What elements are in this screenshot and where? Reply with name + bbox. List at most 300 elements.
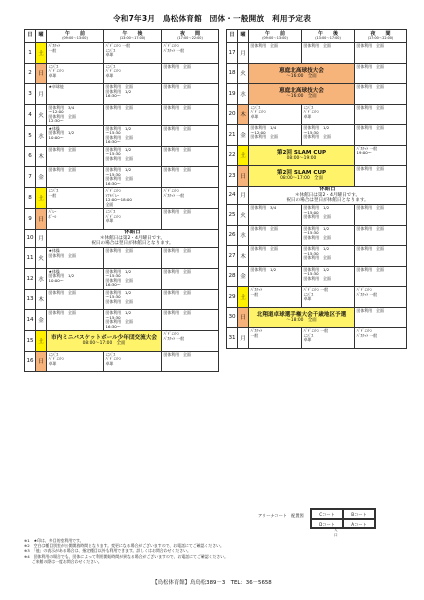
cell-line: 団体利用 全面 (356, 205, 384, 210)
cell-line: 団体利用 全面 (303, 134, 331, 139)
cell-line: 団体利用 全面 (48, 146, 76, 152)
event-cell (249, 84, 355, 105)
cell-line: 団体利用 全面 (356, 246, 384, 251)
day-number: 23 (227, 166, 238, 187)
cell-line: 団体利用 1/2 (303, 266, 330, 272)
cell-line: ～15:30 (303, 129, 319, 135)
cell-line: 団体利用 1/2 (303, 205, 330, 210)
am-slot (249, 104, 302, 125)
weekday: 火 (238, 205, 249, 226)
entrance-label: 入口 (334, 528, 338, 537)
cell-line: 卓球 (48, 72, 57, 78)
night-slot (355, 225, 407, 246)
am-slot (47, 104, 104, 125)
night-slot (162, 43, 219, 64)
night-slot (355, 307, 407, 328)
cell-line: ﾊﾞﾄﾞﾐﾝﾄﾝ (48, 356, 65, 361)
cell-line: 団体利用 全面 (356, 104, 384, 110)
weekday: 金 (238, 266, 249, 287)
schedule-row (227, 63, 407, 84)
am-slot (47, 188, 104, 209)
am-slot (47, 125, 104, 146)
night-slot (162, 268, 219, 289)
pm-slot (302, 125, 355, 146)
weekday: 水 (36, 125, 47, 146)
pm-slot (302, 104, 355, 125)
cell-line: ﾐﾆﾊﾞｽ (303, 332, 314, 338)
cell-line: ～15:00 (303, 209, 319, 215)
schedule-row (25, 229, 219, 248)
weekday: 土 (238, 145, 249, 166)
cell-line: 16:30～ (105, 139, 121, 144)
event-title: 恵庭北高球技大会 (279, 88, 324, 95)
cell-line: 団体利用 全面 (48, 252, 76, 258)
night-slot (162, 248, 219, 269)
day-number: 20 (227, 104, 238, 125)
cell-line: 団体利用 1/2 (105, 146, 132, 152)
pm-slot (104, 104, 162, 125)
am-slot (249, 287, 302, 308)
day-number: 7 (25, 167, 36, 188)
cell-line: ﾊﾞｽｹｯﾄ 一般 (356, 145, 378, 151)
schedule-row (25, 63, 219, 84)
schedule-row (227, 84, 407, 105)
header-night: 夜 間 (17:00～22:00) (355, 30, 407, 43)
cell-line: ﾊﾞｽｹｯﾄ 一般 (163, 47, 185, 53)
cell-line: ﾊﾞｽｹｯﾄ 一般 (163, 192, 185, 198)
am-slot (47, 167, 104, 188)
cell-line: ﾊﾞﾄﾞﾐﾝﾄﾝ (48, 68, 65, 73)
day-number: 8 (25, 188, 36, 209)
schedule-row (25, 310, 219, 331)
weekday: 火 (36, 248, 47, 269)
cell-line: ﾊﾞﾄﾞﾐﾝﾄﾝ (105, 356, 122, 361)
cell-line: 卓球 (48, 360, 57, 366)
cell-line: ﾊﾞﾄﾞﾐﾝﾄﾝ (250, 109, 267, 114)
cell-line: ﾊﾞﾄﾞﾐﾝﾄﾝ (303, 109, 320, 114)
cell-line: 団体利用 全面 (163, 248, 191, 253)
day-number: 3 (25, 84, 36, 105)
cell-line: 団体利用 全面 (163, 268, 191, 274)
cell-line: 団体利用 全面 (303, 275, 331, 281)
cell-line: ～15:30 (303, 271, 319, 276)
cell-line: 団体利用 全面 (163, 310, 191, 315)
header-night: 夜 間 (17:00～22:00) (162, 30, 219, 43)
cell-line: 一般 (48, 192, 57, 198)
day-number: 24 (227, 186, 238, 205)
cell-line: 卓球 (105, 360, 114, 366)
day-number: 22 (227, 145, 238, 166)
schedule-row (25, 104, 219, 125)
night-slot (162, 209, 219, 230)
pm-slot (104, 167, 162, 188)
cell-line: 団体利用 全面 (303, 255, 331, 260)
cell-line: 一般 (250, 332, 259, 338)
night-slot (162, 104, 219, 125)
cell-line: 団体利用 全面 (303, 234, 331, 240)
event-title: 恵庭北高球技大会 (279, 67, 324, 74)
cell-line: ﾐﾆﾊﾞｽ (105, 209, 116, 214)
cell-line: ﾊﾞｽｹｯﾄ (250, 287, 263, 292)
cell-line: 団体利用 1/2 (303, 246, 330, 251)
cell-line: 団体利用 1/2 (48, 130, 75, 135)
note-4: ※4 団体利用の場合でも、団体によって利用開始時間が異なる場合がございますので、お電話にてご確認ください。 (24, 553, 229, 559)
event-cell (249, 145, 355, 166)
weekday: 月 (238, 43, 249, 64)
footer-address: 【鳥松体育館】鳥鳥松389－3 TEL：36－5658 (152, 580, 272, 586)
schedule-row (227, 246, 407, 267)
cell-line: 卓球 (250, 113, 259, 119)
cell-line: 団体利用 全面 (105, 155, 133, 161)
day-number: 6 (25, 146, 36, 167)
header-am: 午 前 (09:00～13:00) (249, 30, 302, 43)
am-slot (47, 289, 104, 310)
cell-line: 団体利用 全面 (163, 104, 191, 110)
cell-line: 団体利用 全面 (48, 310, 76, 315)
cell-line: ﾊﾞｽｹｯﾄ (48, 43, 61, 48)
note-1: ※1 ★印は、多目的室利用です。 (24, 538, 84, 543)
night-slot (162, 125, 219, 146)
schedule-row (227, 43, 407, 64)
cell-line: ﾐﾆﾊﾞｽ (303, 104, 314, 110)
schedule-row (25, 209, 219, 230)
header-pm: 午 後 (13:00～17:00) (302, 30, 355, 43)
schedule-row (227, 186, 407, 205)
day-number: 5 (25, 125, 36, 146)
cell-line: 12:00～18:00 (105, 197, 132, 202)
night-slot (355, 166, 407, 187)
event-time: ～16:00 全面 (286, 94, 317, 100)
am-slot (47, 209, 104, 230)
cell-line: ﾎﾞｰﾙ (48, 213, 57, 219)
night-slot (355, 43, 407, 64)
schedule-row (227, 225, 407, 246)
cell-line: ﾊﾞﾄﾞﾐﾝﾄﾝ (356, 287, 373, 292)
cell-line: 団体利用 1/2 (303, 225, 330, 231)
cell-line: 一般 (48, 47, 57, 53)
weekday: 水 (238, 84, 249, 105)
cell-line: 団体利用 全面 (356, 307, 384, 313)
court-d: Dコート (311, 519, 343, 529)
header-am: 午 前 (09:00～13:00) (47, 30, 104, 43)
cell-line: ～15:30 (303, 230, 319, 235)
weekday: 月 (36, 229, 47, 248)
night-slot (162, 351, 219, 372)
weekday: 金 (36, 167, 47, 188)
cell-line: 19:00～ (356, 150, 372, 155)
night-slot (162, 84, 219, 105)
cell-line: 団体利用 全面 (105, 319, 133, 324)
weekday: 水 (238, 225, 249, 246)
cell-line: ﾊﾞﾄﾞﾐﾝﾄﾝ (105, 68, 122, 73)
header-weekday: 曜 (36, 30, 47, 43)
day-number: 11 (25, 248, 36, 269)
am-slot (249, 266, 302, 287)
cell-line: 団体利用 1/2 (105, 125, 132, 131)
cell-line: 団体利用 全面 (163, 167, 191, 172)
closed-label: 休館日 (124, 229, 141, 236)
day-number: 17 (227, 43, 238, 64)
cell-line: 団体利用 全面 (250, 225, 278, 231)
cell-line: 16:30～ (105, 323, 121, 329)
weekday: 日 (238, 307, 249, 328)
am-slot (47, 63, 104, 84)
schedule-row (227, 104, 407, 125)
day-number: 25 (227, 205, 238, 226)
night-slot (162, 188, 219, 209)
cell-line: 12:30～ (48, 118, 64, 123)
weekday: 月 (36, 84, 47, 105)
night-slot (355, 266, 407, 287)
cell-line: 団体利用 全面 (356, 166, 384, 171)
day-number: 26 (227, 225, 238, 246)
cell-line: 団体利用 全面 (105, 104, 133, 110)
cell-line: ～12:00 (48, 109, 64, 114)
cell-line: ﾊﾞﾄﾞﾐﾝﾄﾝ (105, 213, 122, 219)
page-title: 令和7年3月 鳥松体育館 団体・一般開放 利用予定表 (112, 14, 311, 23)
day-number: 4 (25, 104, 36, 125)
pm-slot (104, 310, 162, 331)
cell-line: 団体利用 1/2 (105, 268, 132, 274)
day-number: 18 (227, 63, 238, 84)
schedule-row (227, 287, 407, 308)
cell-line: 団体利用 1/2 (105, 310, 132, 315)
closed-note: ＊休館日は第2・4月曜日です。 (99, 235, 166, 241)
event-cell (249, 307, 355, 328)
cell-line: ﾊﾞﾄﾞﾐﾝﾄﾝ (163, 331, 180, 336)
day-number: 31 (227, 328, 238, 349)
am-slot (47, 146, 104, 167)
pm-slot (104, 351, 162, 372)
weekday: 日 (238, 166, 249, 187)
weekday: 土 (238, 287, 249, 308)
weekday: 火 (36, 104, 47, 125)
day-number: 30 (227, 307, 238, 328)
cell-line: 団体利用 全面 (163, 351, 191, 357)
cell-line: 団体利用 1/4 (250, 125, 277, 130)
cell-line: ﾊﾞｽｹｯﾄ 一般 (356, 291, 378, 297)
note-3: ※3 「他」の表示がある場合は、指定種目以外も利用できます。詳しくはお問合わせください。 (24, 548, 191, 554)
am-slot (249, 225, 302, 246)
pm-slot (302, 205, 355, 226)
weekday: 木 (36, 289, 47, 310)
day-number: 14 (25, 310, 36, 331)
cell-line: ﾊﾞﾄﾞﾐﾝﾄﾝ 一般 (303, 328, 329, 333)
notes (24, 538, 404, 564)
cell-line: 10:00～ (48, 134, 64, 140)
cell-line: ★体操 (48, 125, 60, 131)
cell-line: 団体利用 全面 (105, 176, 133, 181)
day-number: 13 (25, 289, 36, 310)
pm-slot (104, 63, 162, 84)
cell-line: ～15:30 (105, 314, 121, 320)
schedule-row (227, 266, 407, 287)
pm-slot (104, 268, 162, 289)
schedule-row (25, 248, 219, 269)
night-slot (355, 246, 407, 267)
schedule-row (25, 84, 219, 105)
cell-line: 団体利用 全面 (250, 43, 278, 48)
closed-note: ＊休館日は第2・4月曜日です。 (294, 192, 361, 198)
weekday: 日 (36, 351, 47, 372)
note-2: ※2 空白は種目別室が公開開放時間となります。変更になる場合がございますので、お電話にてご確認ください。 (24, 543, 224, 549)
night-slot (355, 63, 407, 84)
day-number: 1 (25, 43, 36, 64)
pm-slot (104, 146, 162, 167)
schedule-row (25, 188, 219, 209)
cell-line: 16:30～ (105, 282, 121, 287)
court-b: Bコート (343, 509, 375, 519)
cell-line: ～15:30 (105, 151, 121, 156)
cell-line: 団体利用 全面 (356, 43, 384, 48)
weekday: 木 (36, 146, 47, 167)
closed-note: 祝日の場合は翌日が休館日となります。 (91, 240, 174, 246)
closed-label: 休館日 (319, 186, 336, 193)
night-slot (355, 328, 407, 349)
event-time: ～16:00 全面 (286, 73, 317, 79)
pm-slot (302, 287, 355, 308)
schedule-row (25, 146, 219, 167)
am-slot (249, 205, 302, 226)
day-number: 19 (227, 84, 238, 105)
cell-line: 団体利用 全面 (48, 167, 76, 172)
pm-slot (302, 43, 355, 64)
cell-line: 団体利用 全面 (303, 43, 331, 48)
am-slot (249, 246, 302, 267)
cell-line: 卓球 (303, 337, 312, 342)
cell-line: 団体利用 全面 (356, 125, 384, 130)
schedule-row (25, 43, 219, 64)
court-a: Aコート (343, 519, 375, 529)
cell-line: 団体利用 全面 (105, 134, 133, 140)
am-slot (47, 268, 104, 289)
night-slot (355, 205, 407, 226)
day-number: 27 (227, 246, 238, 267)
weekday: 木 (238, 246, 249, 267)
pm-slot (302, 225, 355, 246)
night-slot (162, 63, 219, 84)
pm-slot (104, 43, 162, 64)
cell-line: 16:30～ (105, 180, 121, 186)
header-row (227, 30, 407, 43)
cell-line: 団体利用 全面 (163, 84, 191, 89)
cell-line: 卓球 (105, 72, 114, 78)
cell-line: ～15:30 (105, 294, 121, 299)
weekday: 木 (238, 104, 249, 125)
weekday: 火 (238, 63, 249, 84)
cell-line: ﾊﾞﾄﾞﾐﾝﾄﾝ (356, 328, 373, 333)
night-slot (162, 289, 219, 310)
cell-line: 団体利用 全面 (163, 146, 191, 152)
cell-line: ﾊﾞﾄﾞﾐﾝﾄﾝ 一般 (105, 43, 131, 48)
night-slot (162, 331, 219, 352)
cell-line: 団体利用 3/4 (250, 205, 277, 210)
cell-line: 団体利用 全面 (163, 209, 191, 214)
am-slot (47, 310, 104, 331)
schedule-table-right (226, 29, 407, 349)
am-slot (249, 43, 302, 64)
cell-line: 卓球 (105, 52, 114, 57)
night-slot (355, 145, 407, 166)
legend-label: アリーナコート 配置図 (258, 513, 304, 518)
cell-line: ～15:30 (105, 171, 121, 177)
event-time: ～18:00 全面 (286, 317, 317, 323)
schedule-row (25, 125, 219, 146)
cell-line: 団体利用 全面 (356, 266, 384, 272)
am-slot (47, 84, 104, 105)
weekday: 月 (238, 328, 249, 349)
closed-day-cell (249, 186, 407, 205)
cell-line: ★卓球他 (48, 84, 64, 89)
schedule-row (227, 205, 407, 226)
header-pm: 午 後 (13:00～17:00) (104, 30, 162, 43)
am-slot (47, 351, 104, 372)
event-title: 第2回 SLAM CUP (276, 149, 327, 156)
event-cell (47, 331, 162, 352)
pm-slot (104, 248, 162, 269)
event-title: 北翔道卓球選手権大会千歳地区予選 (256, 311, 347, 318)
cell-line: 全面 (105, 201, 114, 207)
cell-line: ﾊﾞﾄﾞﾐﾝﾄﾝ (163, 43, 180, 48)
am-slot (249, 328, 302, 349)
cell-line: 団体利用 全面 (163, 125, 191, 131)
schedule-row (25, 268, 219, 289)
cell-line: ★体操 (48, 248, 60, 253)
cell-line: 団体利用 全面 (48, 113, 76, 119)
am-slot (47, 43, 104, 64)
cell-line: ﾐﾆﾊﾞｽ (105, 47, 116, 53)
cell-line: 団体利用 全面 (105, 298, 133, 304)
cell-line: 卓球 (303, 113, 312, 119)
weekday: 日 (36, 209, 47, 230)
cell-line: ｿﾌﾄﾊﾞﾚｰ (105, 192, 120, 198)
weekday: 金 (36, 310, 47, 331)
cell-line: ～15:30 (105, 130, 121, 135)
cell-line: ﾊﾞﾄﾞﾐﾝﾄﾝ 一般 (303, 287, 329, 292)
cell-line: 団体利用 全面 (105, 84, 133, 89)
cell-line: 団体利用 全面 (163, 289, 191, 295)
day-number: 16 (25, 351, 36, 372)
cell-line: 団体利用 1/2 (105, 289, 132, 295)
cell-line: 団体利用 1/2 (105, 167, 132, 172)
event-title: 第2回 SLAM CUP (276, 170, 327, 177)
night-slot (355, 104, 407, 125)
weekday: 土 (36, 43, 47, 64)
header-day: 日 (25, 30, 36, 43)
day-number: 10 (25, 229, 36, 248)
cell-line: ﾐﾆﾊﾞｽ (303, 291, 314, 297)
cell-line: 団体利用 全面 (303, 214, 331, 219)
event-title: 市内ミニバスケットボール少年団交流大会 (51, 335, 157, 342)
cell-line: 団体利用 全面 (356, 63, 384, 69)
event-time: 08:00～17:00 全面 (280, 176, 323, 182)
cell-line: 団体利用 3/4 (48, 104, 75, 110)
cell-line: 団体利用 全面 (356, 84, 384, 89)
pm-slot (104, 209, 162, 230)
cell-line: 団体利用 全面 (356, 225, 384, 231)
day-number: 9 (25, 209, 36, 230)
day-number: 29 (227, 287, 238, 308)
cell-line: 10:00～ (48, 277, 64, 283)
cell-line: ﾐﾆﾊﾞｽ (48, 63, 59, 69)
night-slot (162, 310, 219, 331)
court-c: Cコート (311, 509, 343, 519)
cell-line: ～15:30 (303, 250, 319, 256)
cell-line: 団体利用 全面 (105, 277, 133, 283)
schedule-row (25, 331, 219, 352)
pm-slot (302, 266, 355, 287)
weekday: 土 (36, 188, 47, 209)
